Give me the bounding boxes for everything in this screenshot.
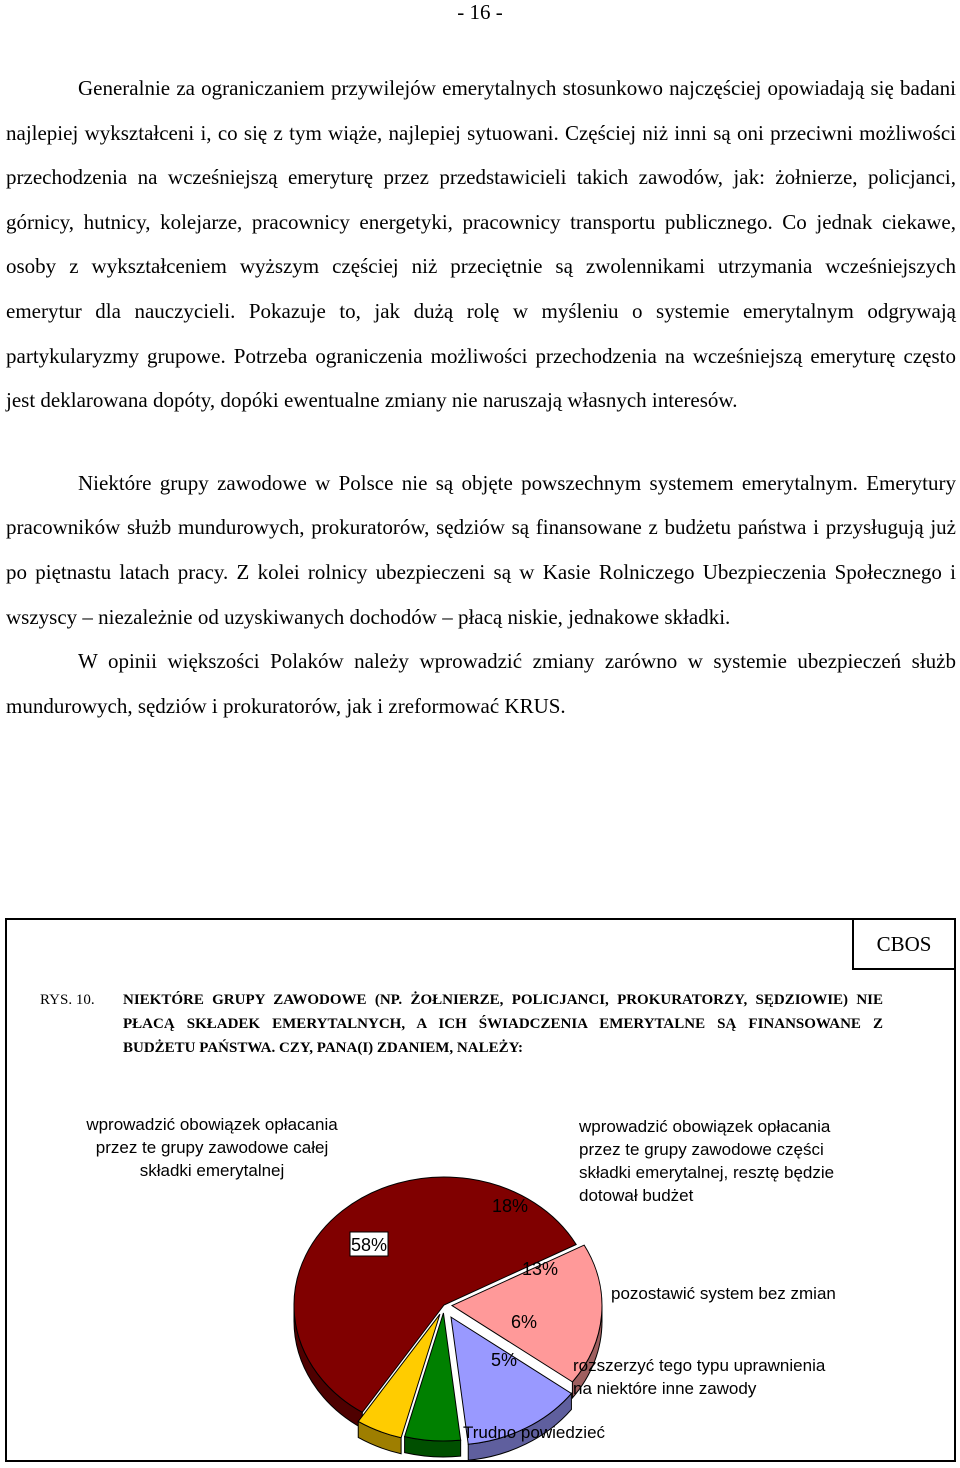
pie-category-label-5: Trudno powiedzieć	[462, 1423, 606, 1442]
svg-text:58%: 58%	[350, 1235, 388, 1255]
body-text	[6, 66, 956, 728]
pie-chart	[7, 920, 954, 1460]
svg-text:18%: 18%	[491, 1196, 529, 1216]
pie-value-label-2	[492, 1196, 528, 1216]
pie-value-label-1	[350, 1232, 388, 1256]
figure-box	[5, 918, 956, 1462]
pie-value-label-5	[491, 1350, 517, 1370]
paragraph-2: Niektóre grupy zawodowe w Polsce nie są objęte powszechnym systemem emerytalnym. Emerytury pracowników służb mundurowych, prokuratorów, sędziów są finansowane z budżetu państwa i przysługują już po piętnastu latach pracy. Z kolei rolnicy ubezpieczeni są w Kasie Rolniczego Ubezpieczenia Społecznego i wszyscy – niezależnie od uzyskiwanych dochodów – płacą niskie, jednakowe składki.	[6, 470, 956, 629]
pie-category-label-3: pozostawić system bez zmian	[611, 1284, 836, 1303]
pie-value-label-4	[511, 1312, 537, 1332]
figure-label: RYS. 10.	[40, 992, 95, 1008]
source-badge: CBOS	[852, 918, 956, 970]
pie-category-label-2: wprowadzić obowiązek opłacania przez te grupy zawodowe części składki emerytalnej, resztę będzie dotował budżet	[579, 1117, 835, 1205]
svg-text:6%: 6%	[510, 1312, 538, 1332]
page-number: - 16 -	[457, 0, 503, 24]
pie-category-label-1: wprowadzić obowiązek opłacania przez te grupy zawodowe całej składki emerytalnej	[86, 1115, 338, 1180]
pie-value-label-3	[522, 1259, 558, 1279]
figure-title: NIEKTÓRE GRUPY ZAWODOWE (NP. ŻOŁNIERZE, POLICJANCI, PROKURATORZY, SĘDZIOWIE) NIE PŁACĄ SKŁADEK EMERYTALNYCH, A ICH ŚWIADCZENIA EMERYTALNE SĄ FINANSOWANE Z BUDŻETU PAŃSTWA. CZY, PANA(I) ZDANIEM, NALEŻY:	[123, 992, 883, 1056]
svg-text:13%: 13%	[521, 1259, 559, 1279]
paragraph-3: W opinii większości Polaków należy wprowadzić zmiany zarówno w systemie ubezpieczeń służb mundurowych, sędziów i prokuratorów, jak i zreformować KRUS.	[6, 649, 956, 718]
pie-category-label-4: rozszerzyć tego typu uprawnienia na niektóre inne zawody	[573, 1356, 826, 1398]
svg-text:5%: 5%	[490, 1350, 518, 1370]
paragraph-1: Generalnie za ograniczaniem przywilejów emerytalnych stosunkowo najczęściej opowiadają się badani najlepiej wykształceni i, co się z tym wiąże, najlepiej sytuowani. Częściej niż inni są oni przeciwni możliwości przechodzenia na wcześniejszą emeryturę przez przedstawicieli takich zawodów, jak: żołnierze, policjanci, górnicy, hutnicy, kolejarze, pracownicy energetyki, pracownicy transportu publicznego. Co jednak ciekawe, osoby z wykształceniem wyższym częściej niż przeciętnie są zwolennikami utrzymania wcześniejszych emerytur dla nauczycieli. Pokazuje to, jak dużą rolę w myśleniu o systemie emerytalnym odgrywają partykularyzmy grupowe. Potrzeba ograniczenia możliwości przechodzenia na wcześniejszą emeryturę często jest deklarowana dopóty, dopóki ewentualne zmiany nie naruszają własnych interesów.	[6, 76, 956, 413]
